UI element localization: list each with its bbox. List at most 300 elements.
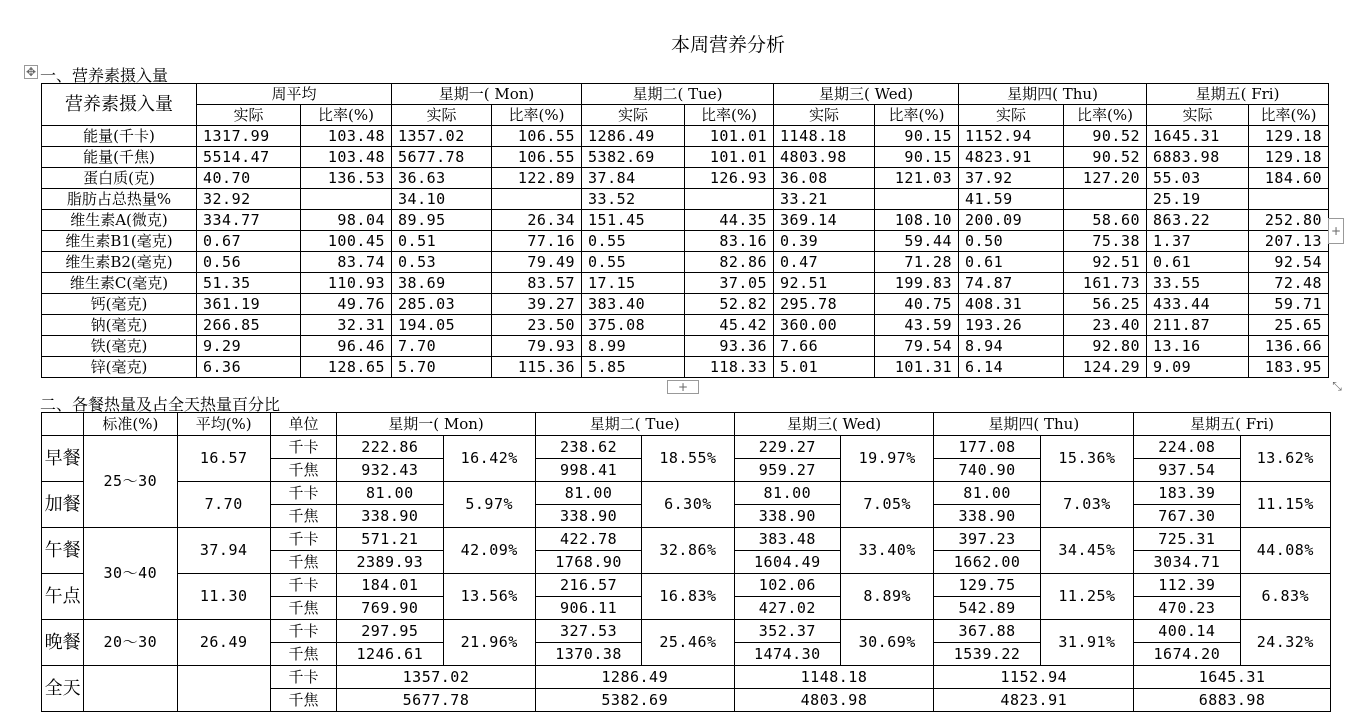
meal-name: 早餐 [42,436,84,482]
value-cell: 184.60 [1249,168,1329,189]
kcal-cell: 297.95 [337,620,443,643]
value-cell: 0.67 [197,231,301,252]
day-header: 星期二( Tue) [535,413,734,436]
value-cell: 200.09 [959,210,1064,231]
kj-cell: 1246.61 [337,643,443,666]
value-cell: 92.51 [1064,252,1147,273]
value-cell: 5.01 [774,357,875,378]
value-cell: 183.95 [1249,357,1329,378]
value-cell: 108.10 [875,210,959,231]
table-row [42,189,1329,210]
table-row [42,666,1331,689]
percent-cell: 13.62% [1240,436,1330,482]
total-kcal-cell: 1357.02 [337,666,536,689]
percent-cell: 42.09% [443,528,535,574]
value-cell: 32.92 [197,189,301,210]
percent-cell: 13.56% [443,574,535,620]
blank-cell [177,666,270,712]
value-cell: 4823.91 [959,147,1064,168]
total-kj-cell: 4823.91 [934,689,1134,712]
value-cell: 56.25 [1064,294,1147,315]
ratio-header: 比率(%) [1064,105,1147,126]
value-cell: 83.74 [301,252,392,273]
average-cell: 16.57 [177,436,270,482]
kcal-cell: 725.31 [1134,528,1240,551]
nutrient-name: 脂肪占总热量% [42,189,197,210]
kj-cell: 906.11 [535,597,641,620]
value-cell: 37.92 [959,168,1064,189]
percent-cell: 24.32% [1240,620,1330,666]
value-cell: 360.00 [774,315,875,336]
nutrient-name: 钠(毫克) [42,315,197,336]
table-move-handle-icon[interactable]: ✥ [25,65,37,79]
kcal-cell: 397.23 [934,528,1040,551]
group-header: 星期四( Thu) [959,84,1147,105]
unit-cell: 千焦 [270,689,336,712]
value-cell: 51.35 [197,273,301,294]
unit-cell: 千焦 [270,551,336,574]
value-cell: 1645.31 [1147,126,1249,147]
value-cell: 82.86 [685,252,774,273]
value-cell: 383.40 [582,294,685,315]
value-cell: 5514.47 [197,147,301,168]
value-cell: 136.53 [301,168,392,189]
value-cell: 4803.98 [774,147,875,168]
value-cell: 90.52 [1064,147,1147,168]
value-cell: 5382.69 [582,147,685,168]
value-cell: 36.08 [774,168,875,189]
kj-cell: 1370.38 [535,643,641,666]
percent-cell: 25.46% [642,620,734,666]
value-cell: 1357.02 [392,126,492,147]
kcal-cell: 184.01 [337,574,443,597]
nutrient-name: 蛋白质(克) [42,168,197,189]
total-kj-cell: 6883.98 [1134,689,1331,712]
kj-cell: 959.27 [734,459,840,482]
kcal-cell: 327.53 [535,620,641,643]
kj-cell: 1768.90 [535,551,641,574]
group-header: 星期一( Mon) [392,84,582,105]
add-column-icon[interactable]: + [1328,218,1344,244]
blank-header [42,413,84,436]
value-cell: 59.71 [1249,294,1329,315]
value-cell: 8.94 [959,336,1064,357]
percent-cell: 32.86% [642,528,734,574]
value-cell: 122.89 [492,168,582,189]
kcal-cell: 571.21 [337,528,443,551]
total-kcal-cell: 1148.18 [734,666,934,689]
percent-cell: 7.03% [1040,482,1133,528]
kcal-cell: 112.39 [1134,574,1240,597]
value-cell: 39.27 [492,294,582,315]
value-cell: 0.61 [959,252,1064,273]
kcal-cell: 216.57 [535,574,641,597]
actual-header: 实际 [197,105,301,126]
add-row-icon[interactable]: + [667,380,699,394]
average-cell: 37.94 [177,528,270,574]
unit-cell: 千焦 [270,459,336,482]
value-cell: 17.15 [582,273,685,294]
kcal-cell: 352.37 [734,620,840,643]
table-row [42,436,1331,459]
percent-cell: 8.89% [841,574,934,620]
value-cell: 7.70 [392,336,492,357]
value-cell: 40.70 [197,168,301,189]
value-cell: 0.51 [392,231,492,252]
value-cell: 43.59 [875,315,959,336]
group-header: 周平均 [197,84,392,105]
value-cell: 90.52 [1064,126,1147,147]
value-cell: 38.69 [392,273,492,294]
value-cell: 101.31 [875,357,959,378]
kj-cell: 767.30 [1134,505,1240,528]
value-cell: 100.45 [301,231,392,252]
unit-header: 单位 [270,413,336,436]
kcal-cell: 367.88 [934,620,1040,643]
ratio-header: 比率(%) [301,105,392,126]
standard-cell: 20～30 [84,620,177,666]
standard-cell: 30～40 [84,528,177,620]
nutrient-name: 维生素B2(毫克) [42,252,197,273]
ratio-header: 比率(%) [685,105,774,126]
total-kcal-cell: 1286.49 [535,666,734,689]
kcal-cell: 224.08 [1134,436,1240,459]
value-cell: 124.29 [1064,357,1147,378]
standard-header: 标准(%) [84,413,177,436]
value-cell: 5677.78 [392,147,492,168]
day-header: 星期一( Mon) [337,413,536,436]
value-cell: 0.53 [392,252,492,273]
unit-cell: 千焦 [270,643,336,666]
day-header: 星期四( Thu) [934,413,1134,436]
header-row [42,413,1331,436]
value-cell: 92.54 [1249,252,1329,273]
value-cell: 0.55 [582,252,685,273]
percent-cell: 11.25% [1040,574,1133,620]
percent-cell: 6.83% [1240,574,1330,620]
value-cell: 25.65 [1249,315,1329,336]
value-cell: 6.36 [197,357,301,378]
kcal-cell: 129.75 [934,574,1040,597]
value-cell: 93.36 [685,336,774,357]
ratio-header: 比率(%) [875,105,959,126]
kj-cell: 427.02 [734,597,840,620]
value-cell: 252.80 [1249,210,1329,231]
value-cell: 863.22 [1147,210,1249,231]
kj-cell: 769.90 [337,597,443,620]
kj-cell: 1674.20 [1134,643,1240,666]
percent-cell: 5.97% [443,482,535,528]
value-cell: 89.95 [392,210,492,231]
value-cell [685,189,774,210]
value-cell: 1.37 [1147,231,1249,252]
kj-cell: 1539.22 [934,643,1040,666]
value-cell: 9.29 [197,336,301,357]
value-cell: 37.05 [685,273,774,294]
value-cell: 25.19 [1147,189,1249,210]
value-cell: 375.08 [582,315,685,336]
percent-cell: 44.08% [1240,528,1330,574]
nutrient-name: 维生素A(微克) [42,210,197,231]
nutrient-name: 锌(毫克) [42,357,197,378]
percent-cell: 30.69% [841,620,934,666]
unit-cell: 千卡 [270,620,336,643]
value-cell: 52.82 [685,294,774,315]
value-cell [301,189,392,210]
kj-cell: 1474.30 [734,643,840,666]
value-cell: 0.47 [774,252,875,273]
percent-cell: 16.83% [642,574,734,620]
value-cell: 37.84 [582,168,685,189]
section-heading-intake: 一、营养素摄入量 [40,66,169,85]
percent-cell: 7.05% [841,482,934,528]
unit-cell: 千卡 [270,666,336,689]
actual-header: 实际 [1147,105,1249,126]
value-cell: 79.93 [492,336,582,357]
value-cell: 126.93 [685,168,774,189]
percent-cell: 15.36% [1040,436,1133,482]
value-cell: 266.85 [197,315,301,336]
value-cell: 7.66 [774,336,875,357]
value-cell: 0.61 [1147,252,1249,273]
value-cell: 1286.49 [582,126,685,147]
value-cell: 115.36 [492,357,582,378]
value-cell: 23.40 [1064,315,1147,336]
value-cell: 121.03 [875,168,959,189]
value-cell: 369.14 [774,210,875,231]
table-row [42,273,1329,294]
value-cell: 0.56 [197,252,301,273]
value-cell [492,189,582,210]
kj-cell: 338.90 [734,505,840,528]
actual-header: 实际 [392,105,492,126]
value-cell [1249,189,1329,210]
value-cell [875,189,959,210]
table-row [42,482,1331,505]
value-cell: 23.50 [492,315,582,336]
meal-name: 午餐 [42,528,84,574]
total-kj-cell: 5382.69 [535,689,734,712]
resize-table-icon[interactable]: ⤡ [1330,380,1344,394]
percent-cell: 19.97% [841,436,934,482]
average-header: 平均(%) [177,413,270,436]
kj-cell: 338.90 [337,505,443,528]
table-row [42,231,1329,252]
kcal-cell: 102.06 [734,574,840,597]
value-cell: 83.57 [492,273,582,294]
value-cell: 33.21 [774,189,875,210]
actual-header: 实际 [582,105,685,126]
kcal-cell: 400.14 [1134,620,1240,643]
kj-cell: 470.23 [1134,597,1240,620]
ratio-header: 比率(%) [1249,105,1329,126]
value-cell: 129.18 [1249,147,1329,168]
value-cell [1064,189,1147,210]
value-cell: 0.50 [959,231,1064,252]
kj-cell: 1604.49 [734,551,840,574]
table-row [42,294,1329,315]
nutrient-name: 能量(千焦) [42,147,197,168]
value-cell: 92.80 [1064,336,1147,357]
average-cell: 11.30 [177,574,270,620]
value-cell: 106.55 [492,126,582,147]
value-cell: 408.31 [959,294,1064,315]
value-cell: 110.93 [301,273,392,294]
nutrient-name: 维生素C(毫克) [42,273,197,294]
percent-cell: 6.30% [642,482,734,528]
subheader-row [42,105,1329,126]
percent-cell: 31.91% [1040,620,1133,666]
meal-name: 午点 [42,574,84,620]
value-cell: 103.48 [301,147,392,168]
value-cell: 5.85 [582,357,685,378]
value-cell: 194.05 [392,315,492,336]
value-cell: 13.16 [1147,336,1249,357]
day-header: 星期三( Wed) [734,413,934,436]
value-cell: 129.18 [1249,126,1329,147]
kcal-cell: 81.00 [535,482,641,505]
value-cell: 211.87 [1147,315,1249,336]
value-cell: 71.28 [875,252,959,273]
unit-cell: 千卡 [270,436,336,459]
kj-cell: 1662.00 [934,551,1040,574]
value-cell: 59.44 [875,231,959,252]
group-header: 星期三( Wed) [774,84,959,105]
ratio-header: 比率(%) [492,105,582,126]
blank-cell [84,666,177,712]
value-cell: 33.55 [1147,273,1249,294]
percent-cell: 21.96% [443,620,535,666]
table-row [42,528,1331,551]
value-cell: 79.54 [875,336,959,357]
value-cell: 96.46 [301,336,392,357]
percent-cell: 18.55% [642,436,734,482]
corner-header: 营养素摄入量 [42,84,197,126]
total-name: 全天 [42,666,84,712]
kj-cell: 740.90 [934,459,1040,482]
value-cell: 101.01 [685,126,774,147]
group-header: 星期五( Fri) [1147,84,1329,105]
table-row [42,210,1329,231]
value-cell: 334.77 [197,210,301,231]
value-cell: 92.51 [774,273,875,294]
value-cell: 1317.99 [197,126,301,147]
value-cell: 36.63 [392,168,492,189]
kcal-cell: 229.27 [734,436,840,459]
nutrient-name: 维生素B1(毫克) [42,231,197,252]
value-cell: 74.87 [959,273,1064,294]
kj-cell: 338.90 [535,505,641,528]
value-cell: 90.15 [875,147,959,168]
meal-name: 加餐 [42,482,84,528]
value-cell: 1152.94 [959,126,1064,147]
value-cell: 106.55 [492,147,582,168]
kcal-cell: 238.62 [535,436,641,459]
average-cell: 7.70 [177,482,270,528]
value-cell: 90.15 [875,126,959,147]
page-title: 本周营养分析 [670,34,785,56]
unit-cell: 千焦 [270,597,336,620]
value-cell: 128.65 [301,357,392,378]
value-cell: 361.19 [197,294,301,315]
nutrient-intake-table [41,83,1329,378]
value-cell: 1148.18 [774,126,875,147]
meal-energy-table [41,412,1331,712]
value-cell: 34.10 [392,189,492,210]
total-kj-cell: 5677.78 [337,689,536,712]
value-cell: 6.14 [959,357,1064,378]
value-cell: 127.20 [1064,168,1147,189]
kcal-cell: 183.39 [1134,482,1240,505]
value-cell: 55.03 [1147,168,1249,189]
value-cell: 433.44 [1147,294,1249,315]
value-cell: 98.04 [301,210,392,231]
kj-cell: 937.54 [1134,459,1240,482]
unit-cell: 千卡 [270,482,336,505]
table-row [42,620,1331,643]
value-cell: 5.70 [392,357,492,378]
total-kcal-cell: 1645.31 [1134,666,1331,689]
meal-name: 晚餐 [42,620,84,666]
total-kcal-cell: 1152.94 [934,666,1134,689]
group-header: 星期二( Tue) [582,84,774,105]
unit-cell: 千卡 [270,528,336,551]
kj-cell: 2389.93 [337,551,443,574]
kj-cell: 998.41 [535,459,641,482]
kcal-cell: 422.78 [535,528,641,551]
table-row [42,252,1329,273]
actual-header: 实际 [774,105,875,126]
value-cell: 6883.98 [1147,147,1249,168]
value-cell: 44.35 [685,210,774,231]
value-cell: 0.39 [774,231,875,252]
average-cell: 26.49 [177,620,270,666]
value-cell: 58.60 [1064,210,1147,231]
kcal-cell: 81.00 [734,482,840,505]
value-cell: 295.78 [774,294,875,315]
table-row [42,315,1329,336]
value-cell: 101.01 [685,147,774,168]
value-cell: 77.16 [492,231,582,252]
table-row [42,574,1331,597]
kj-cell: 932.43 [337,459,443,482]
nutrient-name: 钙(毫克) [42,294,197,315]
value-cell: 0.55 [582,231,685,252]
value-cell: 285.03 [392,294,492,315]
value-cell: 26.34 [492,210,582,231]
actual-header: 实际 [959,105,1064,126]
percent-cell: 11.15% [1240,482,1330,528]
value-cell: 41.59 [959,189,1064,210]
kj-cell: 542.89 [934,597,1040,620]
kcal-cell: 177.08 [934,436,1040,459]
standard-cell: 25～30 [84,436,177,528]
value-cell: 32.31 [301,315,392,336]
value-cell: 75.38 [1064,231,1147,252]
table-row [42,126,1329,147]
value-cell: 79.49 [492,252,582,273]
kcal-cell: 222.86 [337,436,443,459]
value-cell: 161.73 [1064,273,1147,294]
unit-cell: 千焦 [270,505,336,528]
value-cell: 151.45 [582,210,685,231]
section-heading-meals: 二、各餐热量及占全天热量百分比 [40,395,281,414]
table-row [42,336,1329,357]
kj-cell: 338.90 [934,505,1040,528]
kcal-cell: 81.00 [934,482,1040,505]
table-row [42,357,1329,378]
day-header: 星期五( Fri) [1134,413,1331,436]
